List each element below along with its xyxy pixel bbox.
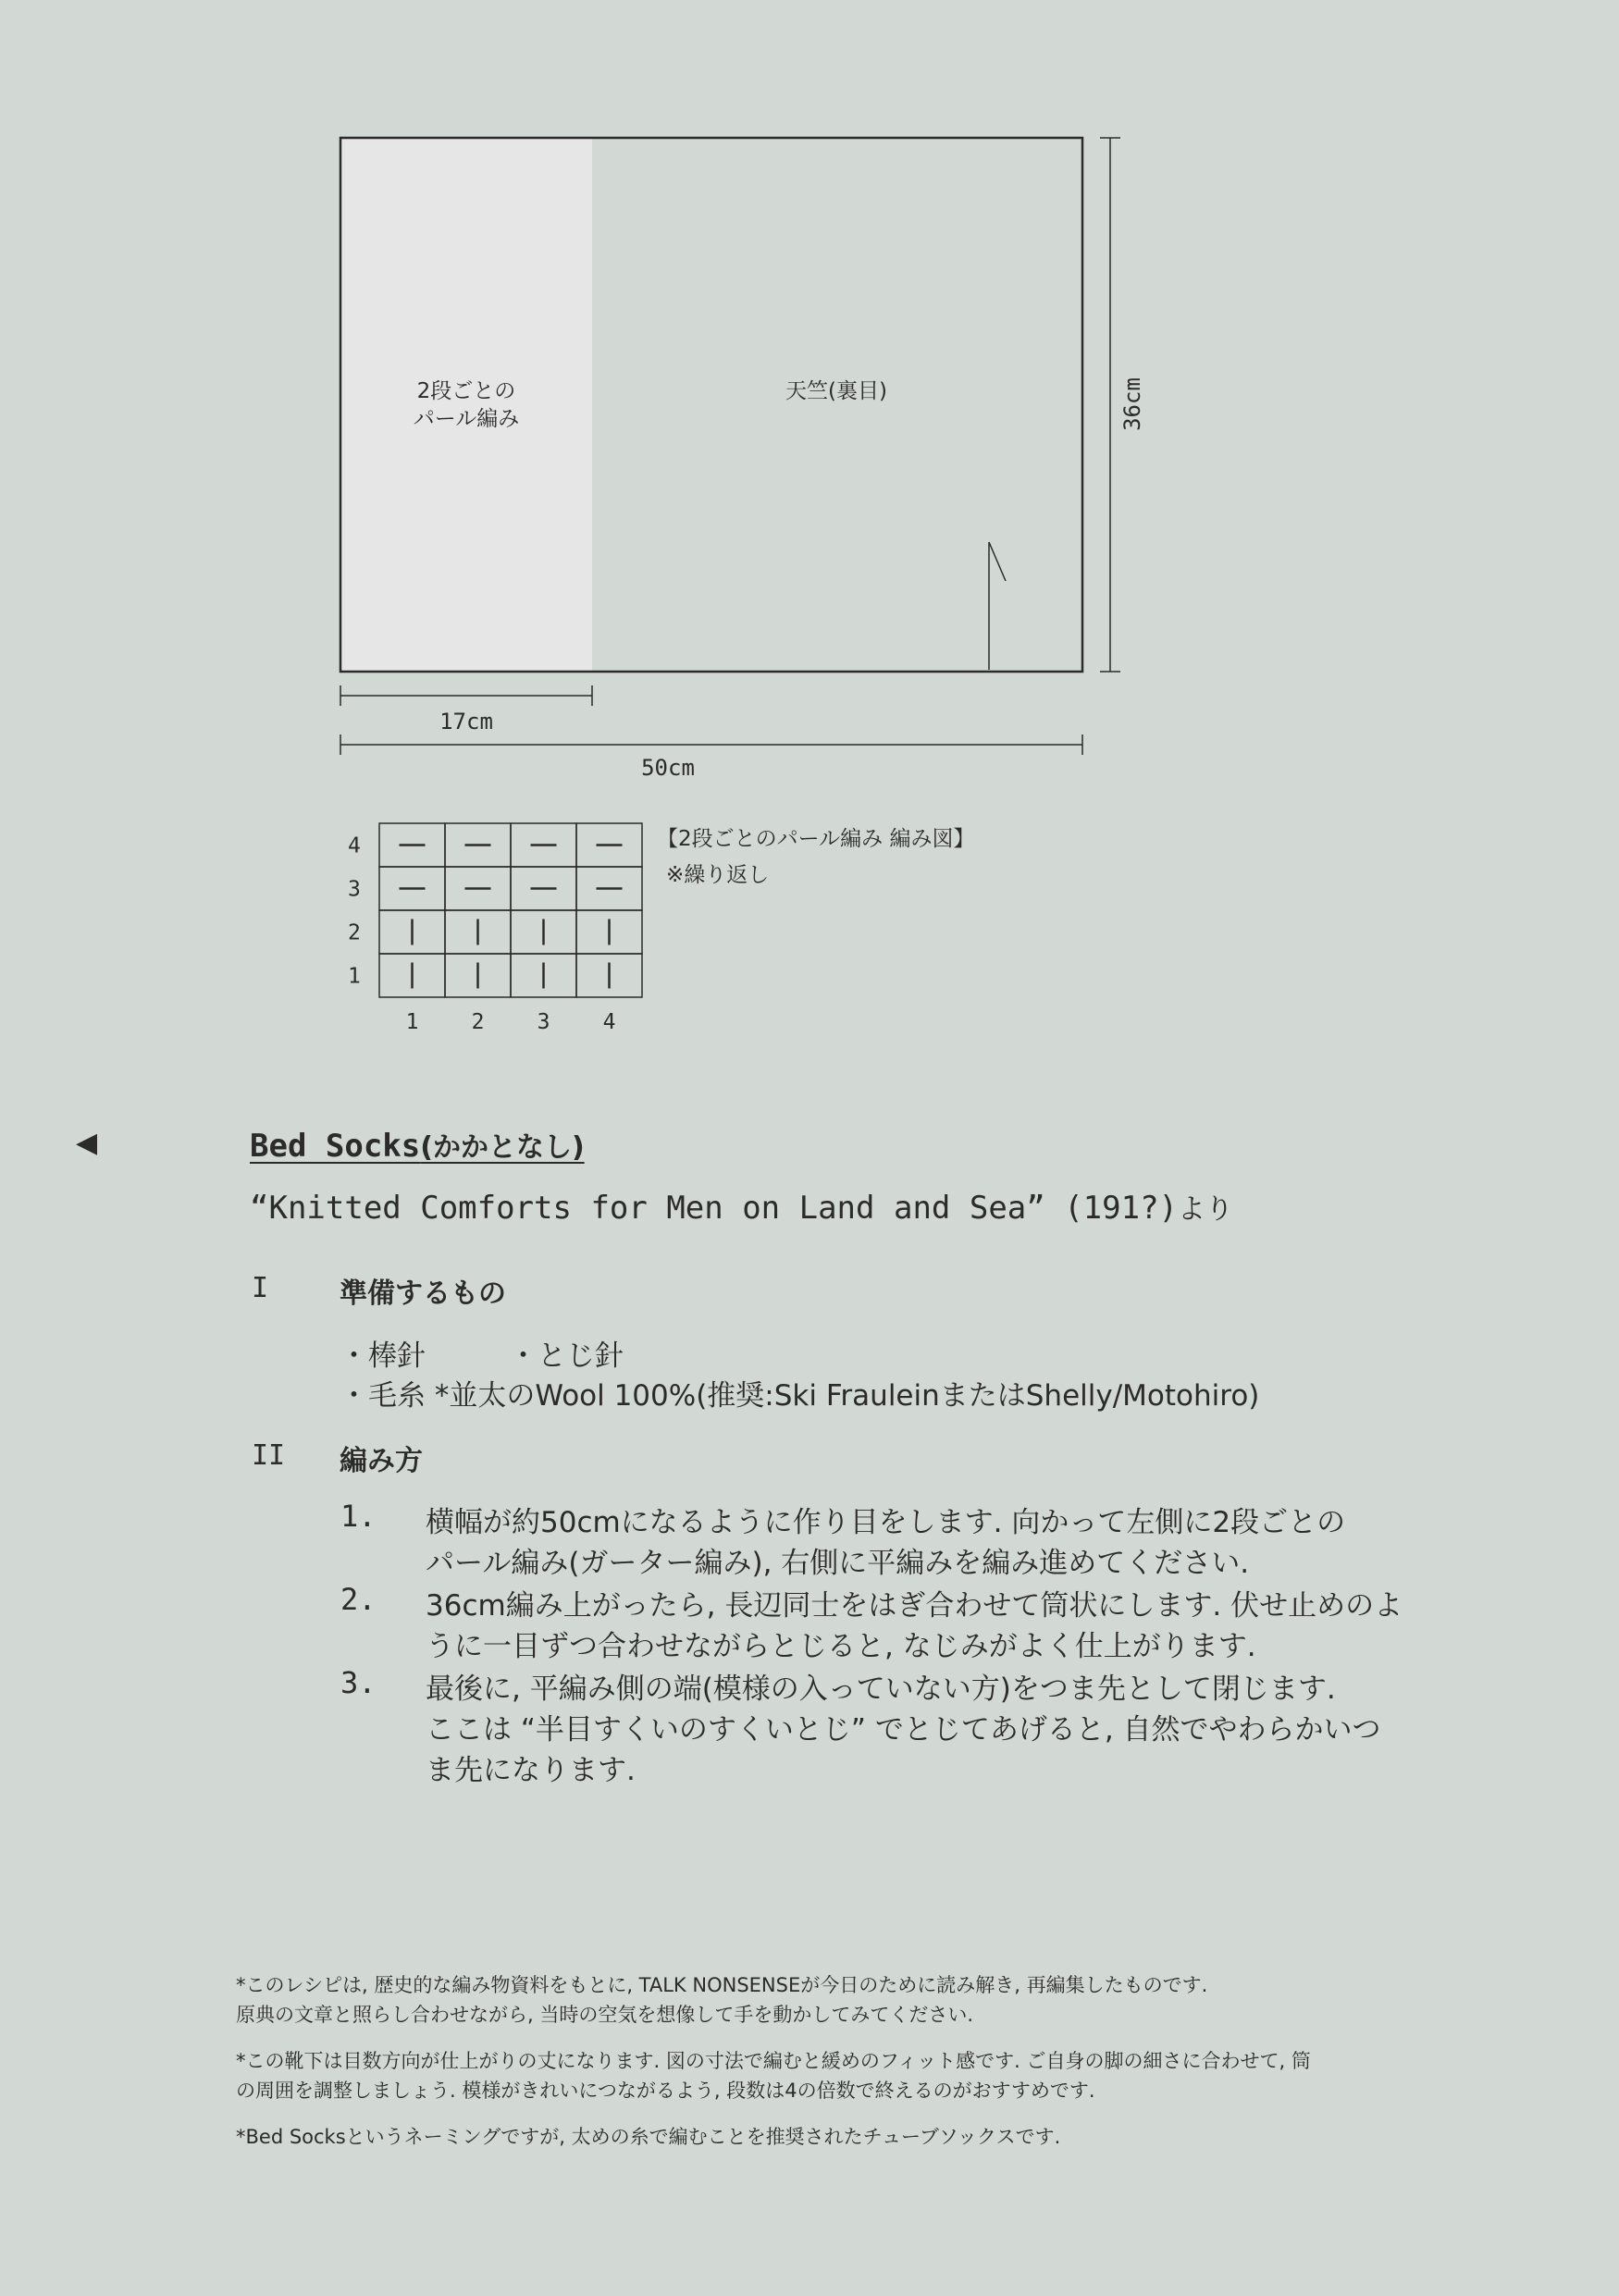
stockinette-panel bbox=[592, 138, 1082, 672]
source-english: “Knitted Comforts for Men on Land and Sea” (191?) bbox=[250, 1190, 1179, 1227]
left-panel-label-1: 2段ごとの bbox=[416, 379, 516, 403]
chart-col-label: 4 bbox=[602, 1010, 616, 1034]
step-3-line-2: ここは “半目すくいのすくいとじ” でとじてあげると, 自然でやわらかいつ bbox=[426, 1713, 1381, 1747]
chart-col-label: 3 bbox=[537, 1010, 550, 1034]
chart-row-label: 4 bbox=[348, 833, 361, 858]
section-1-heading: 準備するもの bbox=[340, 1278, 506, 1310]
garter-panel bbox=[340, 138, 592, 672]
chart-col-label: 1 bbox=[405, 1010, 419, 1034]
chart-row-label: 3 bbox=[348, 877, 361, 902]
pattern-schematic bbox=[0, 0, 1619, 1092]
material-needles: ・棒針 bbox=[340, 1339, 426, 1373]
title-english: Bed Socks bbox=[250, 1128, 421, 1165]
step-2-number: 2. bbox=[340, 1582, 377, 1617]
footnote-3-line-1: *Bed Socksというネーミングですが, 太めの糸で編むことを推奨されたチューブソックスです. bbox=[236, 2126, 1061, 2148]
material-yarn: ・毛糸 *並太のWool 100%(推奨:Ski FrauleinまたはShelly/Motohiro) bbox=[340, 1379, 1260, 1413]
section-2-number: II bbox=[252, 1439, 286, 1472]
left-width-dim-label: 17cm bbox=[439, 709, 493, 734]
chart-col-label: 2 bbox=[471, 1010, 485, 1034]
footnote-1-line-1: *このレシピは, 歴史的な編み物資料をもとに, TALK NONSENSEが今日のために読み解き, 再編集したものです. bbox=[236, 1974, 1208, 1996]
title-japanese: (かかとなし) bbox=[420, 1131, 585, 1164]
right-panel-label: 天竺(裏目) bbox=[785, 379, 887, 403]
footnotes bbox=[236, 1970, 1550, 2155]
step-3-number: 3. bbox=[340, 1665, 377, 1700]
step-3-line-3: ま先になります. bbox=[426, 1754, 636, 1787]
source-line bbox=[250, 1186, 1233, 1227]
chart-row-label: 1 bbox=[348, 964, 361, 989]
total-width-dim-label: 50cm bbox=[641, 755, 695, 781]
recipe-title bbox=[250, 1124, 585, 1165]
left-panel-label-2: パール編み bbox=[413, 407, 520, 431]
step-3-line-1: 最後に, 平編み側の端(模様の入っていない方)をつま先として閉じます. bbox=[426, 1673, 1336, 1706]
step-2-line-1: 36cm編み上がったら, 長辺同士をはぎ合わせて筒状にします. 伏せ止めのよ bbox=[426, 1589, 1403, 1623]
section-2-heading: 編み方 bbox=[340, 1445, 423, 1477]
knitting-chart bbox=[348, 823, 642, 1034]
section-1-number: I bbox=[252, 1272, 269, 1304]
chart-row-label: 2 bbox=[348, 920, 361, 945]
step-1-line-1: 横幅が約50cmになるように作り目をします. 向かって左側に2段ごとの bbox=[426, 1506, 1346, 1539]
material-tapestry-needle: ・とじ針 bbox=[509, 1339, 624, 1373]
height-dim-label: 36cm bbox=[1119, 377, 1145, 431]
footnote-1-line-2: 原典の文章と照らし合わせながら, 当時の空気を想像して手を動かしてみてください. bbox=[236, 2004, 974, 2026]
chart-note: ※繰り返し bbox=[666, 863, 770, 887]
chart-title: 【2段ごとのパール編み 編み図】 bbox=[657, 827, 975, 851]
footnote-2-line-2: の周囲を調整しましょう. 模様がきれいにつながるよう, 段数は4の倍数で終えるのがおすすめです. bbox=[236, 2080, 1095, 2102]
step-1-line-2: パール編み(ガーター編み), 右側に平編みを編み進めてください. bbox=[426, 1547, 1250, 1580]
step-2-line-2: うに一目ずつ合わせながらとじると, なじみがよく仕上がります. bbox=[426, 1630, 1256, 1663]
footnote-2-line-1: *この靴下は目数方向が仕上がりの丈になります. 図の寸法で編むと緩めのフィット感です. ご自身の脚の細さに合わせて, 筒 bbox=[236, 2050, 1311, 2072]
step-1-number: 1. bbox=[340, 1499, 377, 1534]
source-japanese: より bbox=[1178, 1193, 1234, 1226]
back-arrow[interactable]: ◀ bbox=[76, 1127, 98, 1159]
